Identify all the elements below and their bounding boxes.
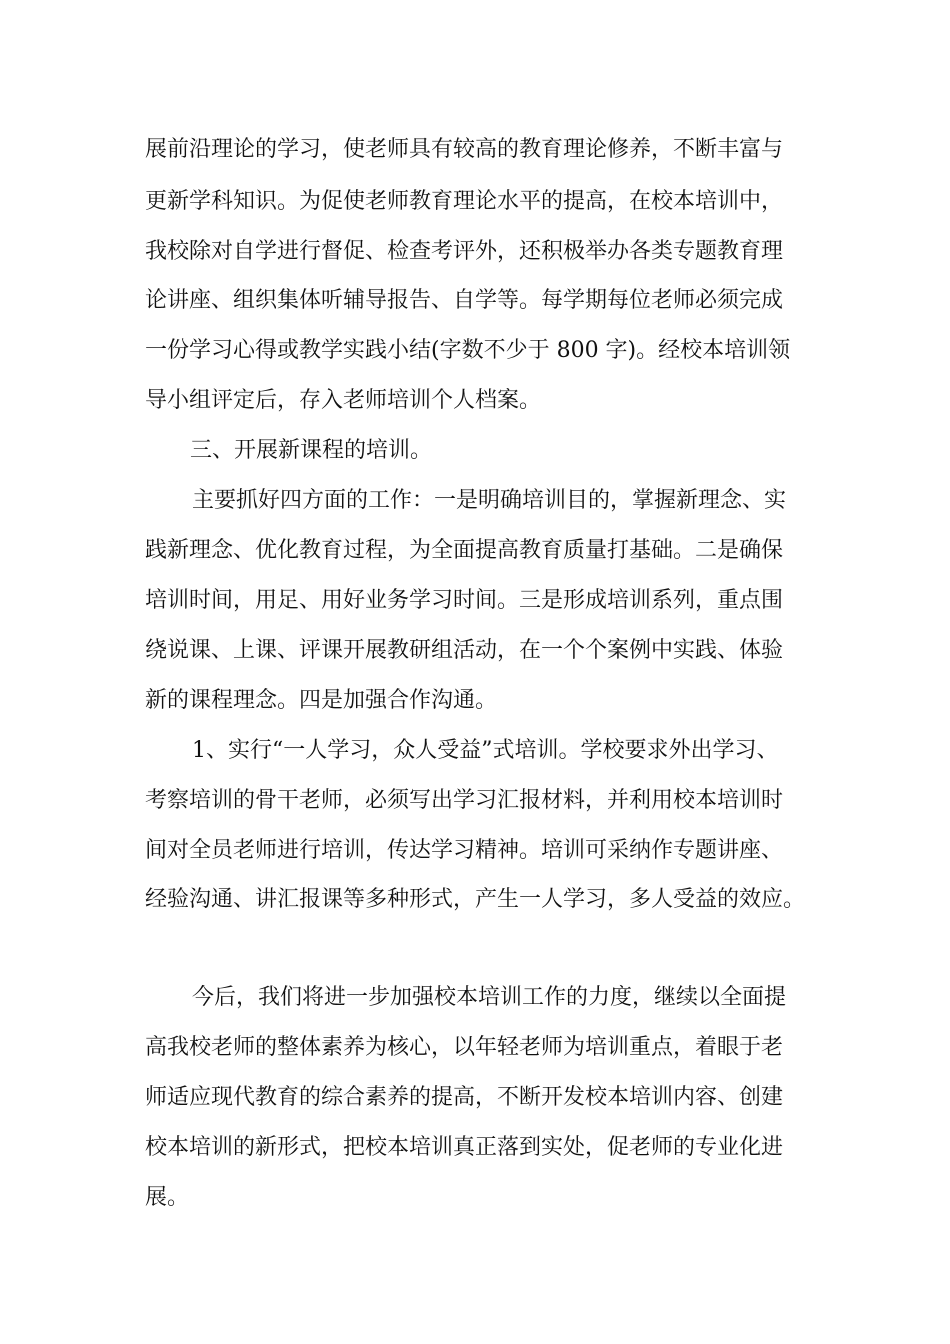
text-line: 间对全员老师进行培训，传达学习精神。培训可采纳作专题讲座、 bbox=[145, 838, 784, 863]
text-line: 今后，我们将进一步加强校本培训工作的力度，继续以全面提 bbox=[192, 985, 787, 1010]
text-line: 高我校老师的整体素养为核心，以年轻老师为培训重点，着眼于老 bbox=[145, 1035, 784, 1060]
text-line: 校本培训的新形式，把校本培训真正落到实处，促老师的专业化进 bbox=[145, 1135, 784, 1160]
text-line: 考察培训的骨干老师，必须写出学习汇报材料，并利用校本培训时 bbox=[145, 788, 784, 813]
text-line: 践新理念、优化教育过程，为全面提高教育质量打基础。二是确保 bbox=[145, 538, 784, 563]
text-line: 主要抓好四方面的工作：一是明确培训目的，掌握新理念、实 bbox=[192, 488, 787, 513]
text-line: 我校除对自学进行督促、检查考评外，还积极举办各类专题教育理 bbox=[145, 239, 784, 264]
text-line: 一份学习心得或教学实践小结(字数不少于 800 字)。经校本培训领 bbox=[145, 338, 791, 363]
text-line: 培训时间，用足、用好业务学习时间。三是形成培训系列，重点围 bbox=[145, 588, 784, 613]
text-line: 师适应现代教育的综合素养的提高，不断开发校本培训内容、创建 bbox=[145, 1085, 784, 1110]
text-line: 展。 bbox=[145, 1185, 190, 1210]
text-line: 更新学科知识。为促使老师教育理论水平的提高，在校本培训中， bbox=[145, 189, 784, 214]
section-heading: 三、开展新课程的培训。 bbox=[190, 438, 433, 463]
text-line: 论讲座、组织集体听辅导报告、自学等。每学期每位老师必须完成 bbox=[145, 288, 784, 313]
text-line: 展前沿理论的学习，使老师具有较高的教育理论修养，不断丰富与 bbox=[145, 137, 784, 162]
text-line: 1、实行“一人学习，众人受益”式培训。学校要求外出学习、 bbox=[192, 738, 779, 763]
text-line: 绕说课、上课、评课开展教研组活动，在一个个案例中实践、体验 bbox=[145, 638, 784, 663]
text-line: 新的课程理念。四是加强合作沟通。 bbox=[145, 688, 498, 713]
text-line: 经验沟通、讲汇报课等多种形式，产生一人学习，多人受益的效应。 bbox=[145, 887, 806, 912]
text-line: 导小组评定后，存入老师培训个人档案。 bbox=[145, 388, 542, 413]
